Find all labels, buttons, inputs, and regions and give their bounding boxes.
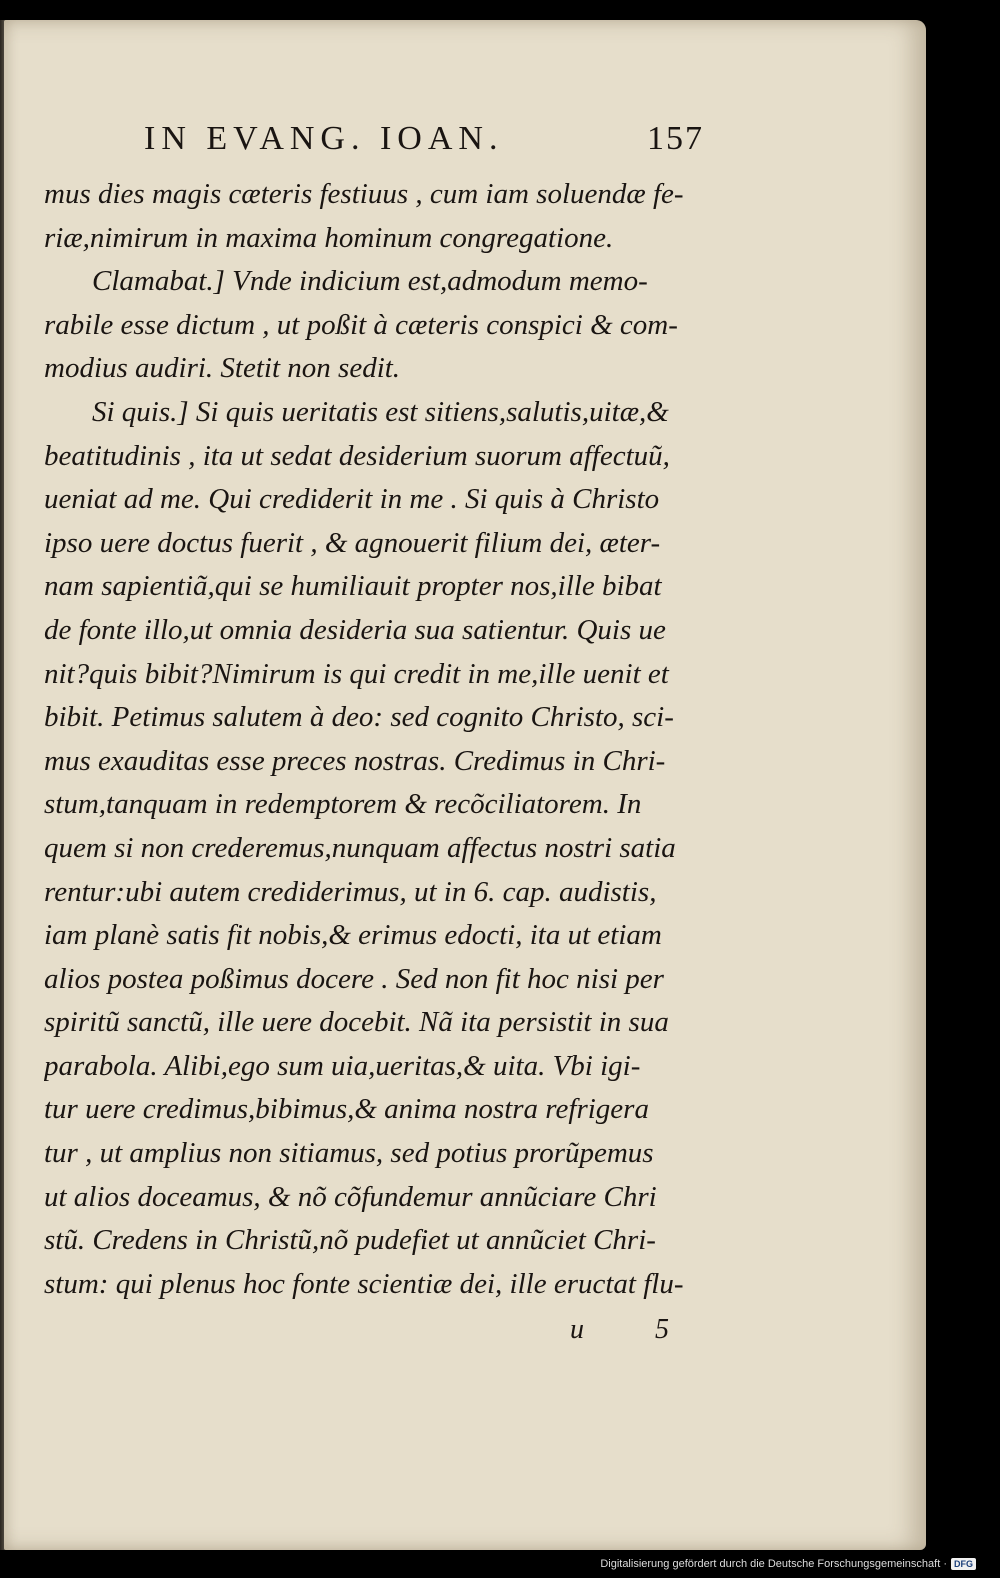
text-line: mus dies magis cæteris festiuus , cum iam soluendæ fe- bbox=[44, 178, 684, 210]
text-line: ipso uere doctus fuerit , & agnouerit filium dei, æter- bbox=[44, 526, 661, 559]
text-line: iam planè satis fit nobis,& erimus edocti, ita ut etiam bbox=[44, 919, 662, 952]
signature-mark: u 5 bbox=[570, 1314, 701, 1345]
book-page bbox=[4, 20, 926, 1550]
text-line: de fonte illo,ut omnia desideria sua satientur. Quis ue bbox=[44, 613, 666, 646]
text-line: parabola. Alibi,ego sum uia,ueritas,& uita. Vbi igi- bbox=[44, 1049, 641, 1082]
credit-text: Digitalisierung gefördert durch die Deutsche Forschungsgemeinschaft · bbox=[600, 1558, 947, 1570]
text-line: mus exauditas esse preces nostras. Credimus in Chri- bbox=[44, 744, 666, 777]
text-line: rentur:ubi autem crediderimus, ut in 6. cap. audistis, bbox=[44, 875, 657, 908]
text-line: nam sapientiã,qui se humiliauit propter nos,ille bibat bbox=[44, 570, 662, 603]
text-line: rabile esse dictum , ut poßit à cæteris conspici & com- bbox=[44, 308, 678, 341]
running-title: IN EVANG. IOAN. bbox=[144, 120, 504, 157]
text-line: tur , ut amplius non sitiamus, sed potius prorũpemus bbox=[44, 1137, 654, 1170]
text-line: beatitudinis , ita ut sedat desiderium suorum affectuũ, bbox=[44, 439, 670, 472]
body-text bbox=[44, 173, 724, 1306]
text-line: ueniat ad me. Qui crediderit in me . Si quis à Christo bbox=[44, 483, 660, 516]
text-line: stum: qui plenus hoc fonte scientiæ dei, ille eructat flu- bbox=[44, 1267, 684, 1300]
text-line: nit?quis bibit?Nimirum is qui credit in me,ille uenit et bbox=[44, 657, 669, 690]
page-number: 157 bbox=[647, 120, 704, 157]
text-line: stũ. Credens in Christũ,nõ pudefiet ut annũciet Chri- bbox=[44, 1224, 656, 1257]
text-line: stum,tanquam in redemptorem & recõciliatorem. In bbox=[44, 788, 642, 821]
dfg-logo: DFG bbox=[951, 1558, 976, 1570]
text-line: spiritũ sanctũ, ille uere docebit. Nã ita persistit in sua bbox=[44, 1006, 669, 1039]
text-line: modius audiri. Stetit non sedit. bbox=[44, 352, 401, 385]
text-line: Si quis.] Si quis ueritatis est sitiens,salutis,uitæ,& bbox=[92, 395, 669, 428]
text-line: alios postea poßimus docere . Sed non fit hoc nisi per bbox=[44, 962, 664, 995]
text-line: quem si non crederemus,nunquam affectus nostri satia bbox=[44, 831, 676, 864]
running-header bbox=[144, 120, 704, 164]
text-line: tur uere credimus,bibimus,& anima nostra refrigera bbox=[44, 1093, 649, 1126]
text-line: ut alios doceamus, & nõ cõfundemur annũciare Chri bbox=[44, 1180, 657, 1213]
digitization-credit bbox=[600, 1558, 976, 1570]
text-line: riæ,nimirum in maxima hominum congregatione. bbox=[44, 221, 614, 254]
text-line: Clamabat.] Vnde indicium est,admodum memo- bbox=[92, 265, 648, 298]
text-line: bibit. Petimus salutem à deo: sed cognito Christo, sci- bbox=[44, 701, 674, 734]
